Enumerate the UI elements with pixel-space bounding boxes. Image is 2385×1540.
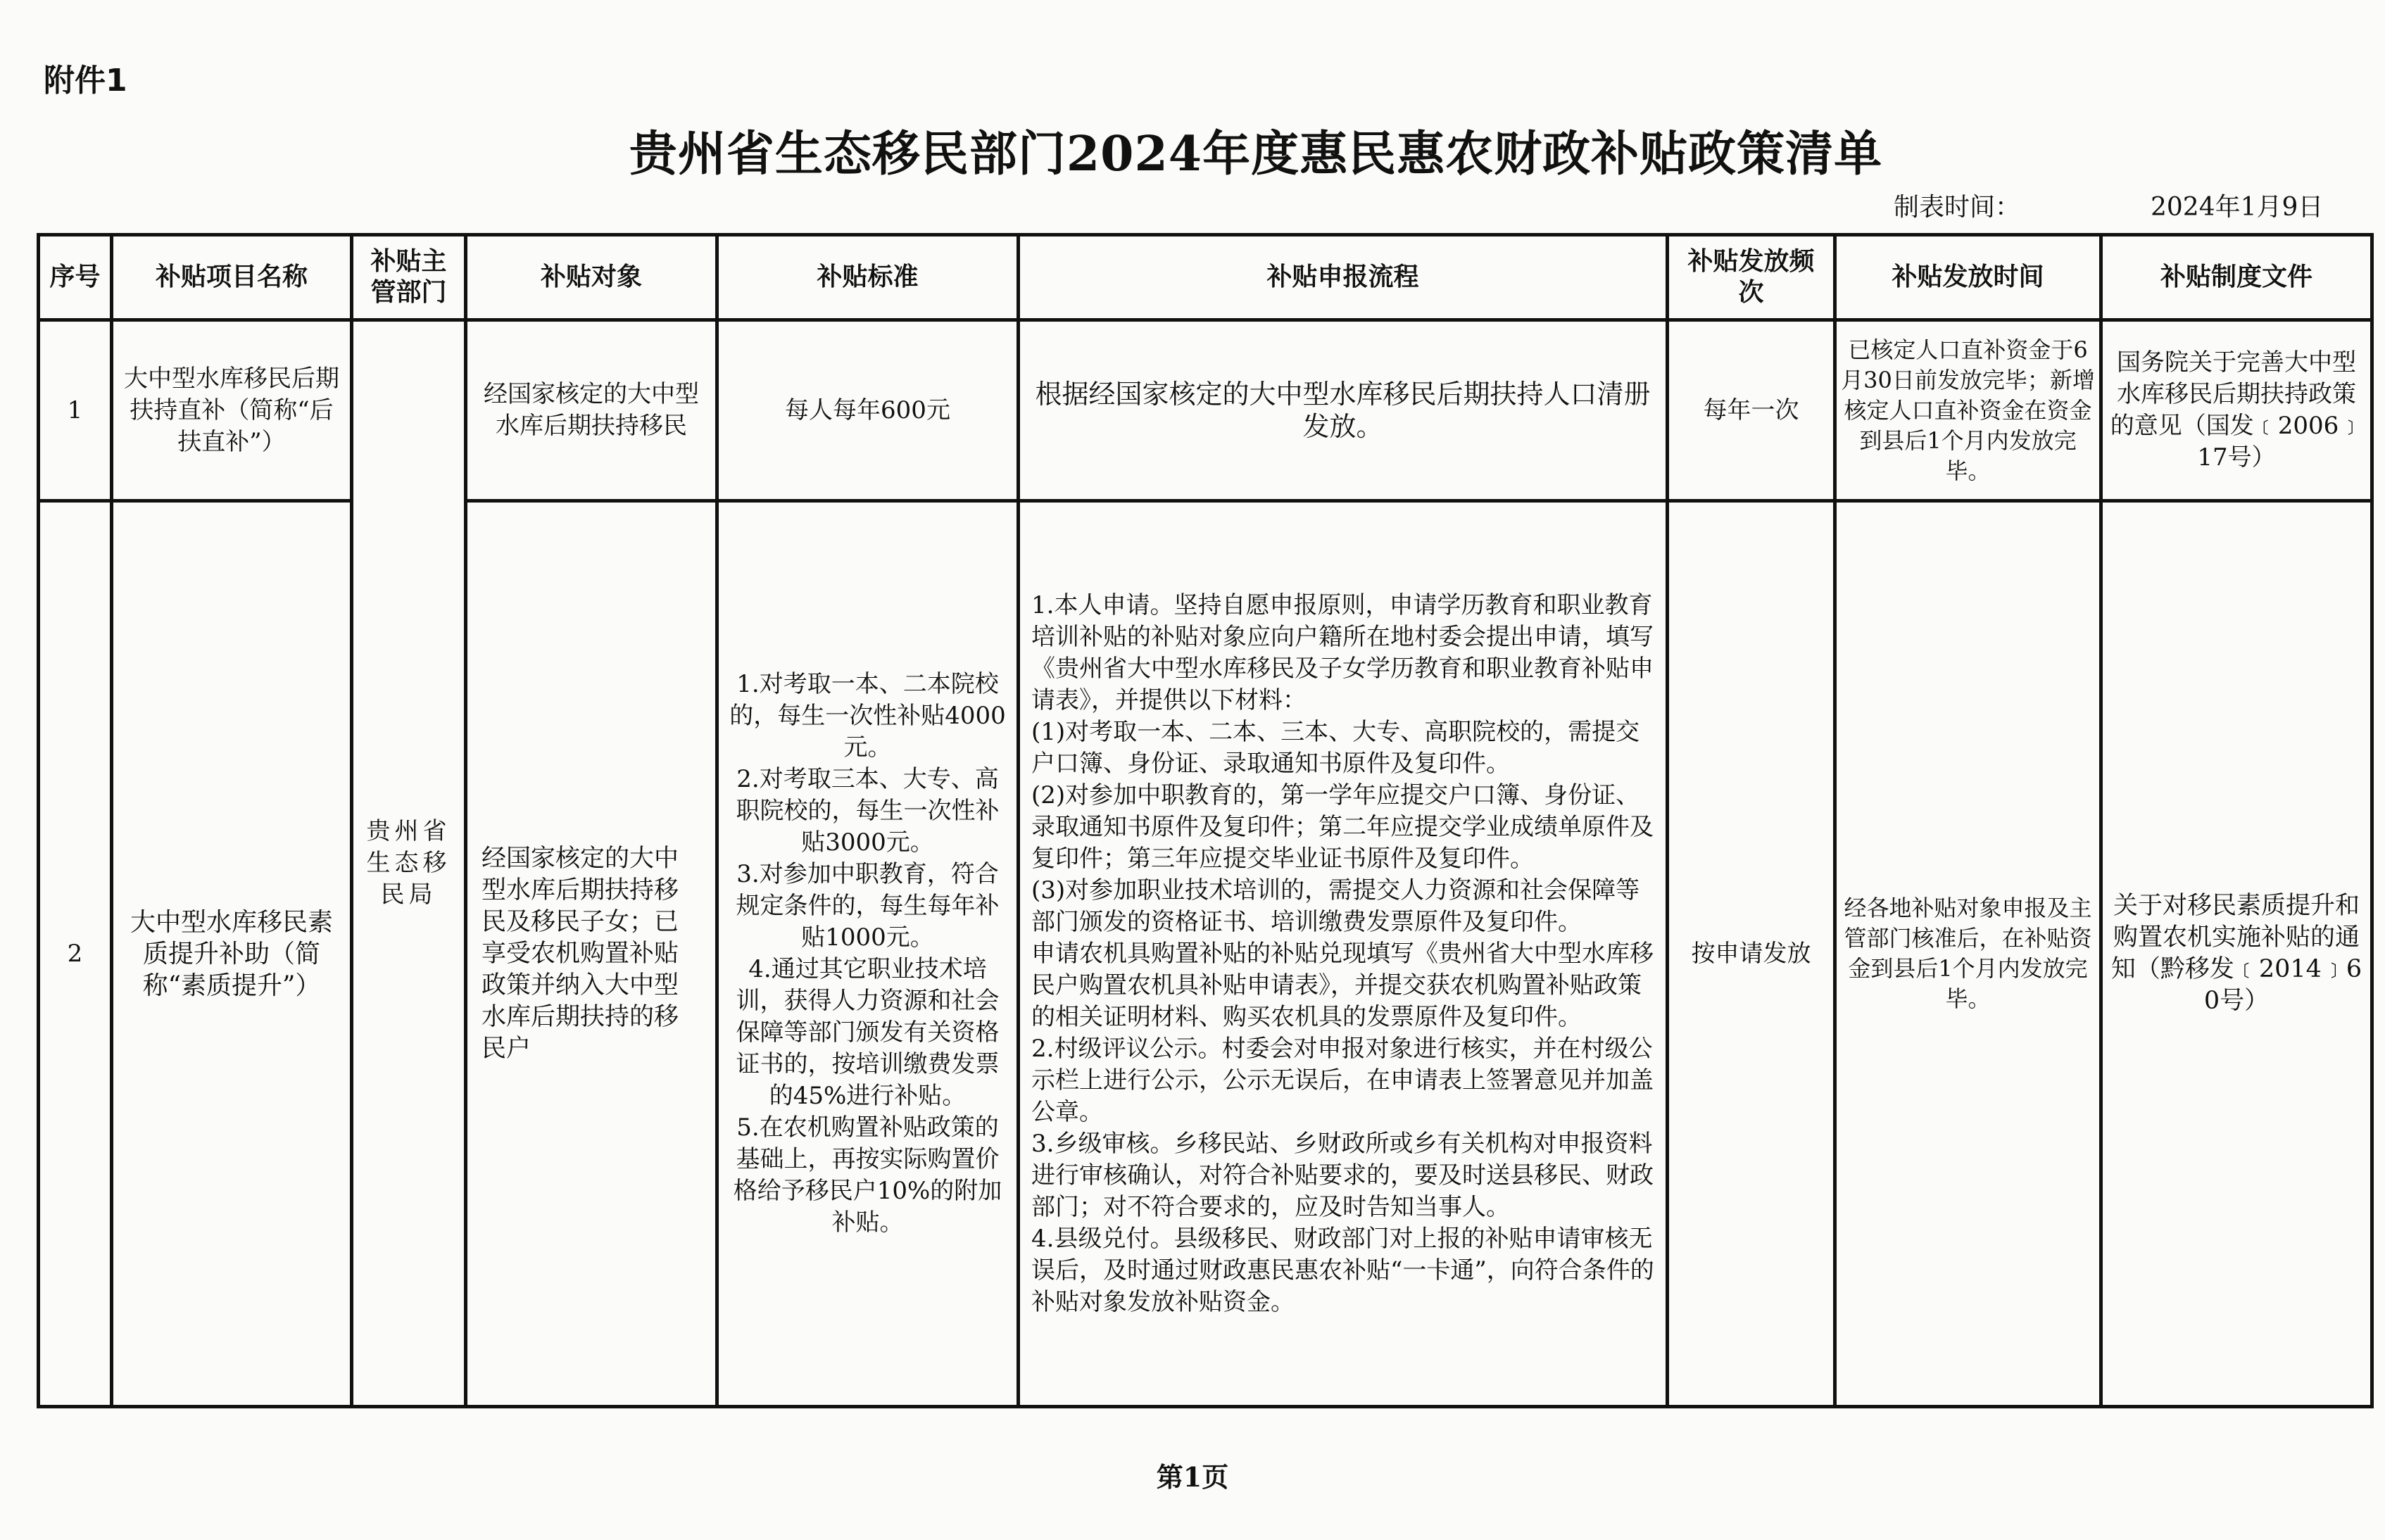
process-line: (3)对参加职业技术培训的，需提交人力资源和社会保障等部门颁发的资格证书、培训缴费发票原件及复印件。 xyxy=(1031,876,1640,936)
process-line: 2.村级评议公示。村委会对申报对象进行核实，并在村级公示栏上进行公示，公示无误后，在申请表上签署意见并加盖公章。 xyxy=(1031,1034,1654,1126)
header-department: 补贴主管部门 xyxy=(352,235,466,320)
cell-no: 2 xyxy=(39,501,112,1407)
cell-standard xyxy=(717,320,1019,501)
process-line: 根据经国家核定的大中型水库移民后期扶持人口清册发放。 xyxy=(1035,379,1651,442)
standard-line: 1.对考取一本、二本院校的，每生一次性补贴4000元。 xyxy=(729,670,1006,762)
header-document: 补贴制度文件 xyxy=(2101,235,2372,320)
made-time-label: 制表时间： xyxy=(1894,193,2021,222)
page-number: 第1页 xyxy=(1156,1461,1229,1493)
header-name: 补贴项目名称 xyxy=(112,235,352,320)
attachment-label: 附件1 xyxy=(44,63,127,99)
table-header-row xyxy=(39,235,2372,320)
process-line: (1)对考取一本、二本、三本、大专、高职院校的，需提交户口簿、身份证、录取通知书原件及复印件。 xyxy=(1031,717,1640,778)
cell-time: 经各地补贴对象申报及主管部门核准后，在补贴资金到县后1个月内发放完毕。 xyxy=(1835,501,2101,1407)
cell-time: 已核定人口直补资金于6月30日前发放完毕；新增核定人口直补资金在资金到县后1个月内发放完毕。 xyxy=(1835,320,2101,501)
subsidy-policy-table xyxy=(37,233,2374,1408)
cell-name: 大中型水库移民素质提升补助（简称“素质提升”） xyxy=(112,501,352,1407)
cell-document: 关于对移民素质提升和购置农机实施补贴的通知（黔移发﹝2014﹞60号） xyxy=(2101,501,2372,1407)
cell-process xyxy=(1019,501,1668,1407)
process-line: 1.本人申请。坚持自愿申报原则，申请学历教育和职业教育培训补贴的补贴对象应向户籍所在地村委会提出申请，填写《贵州省大中型水库移民及子女学历教育和职业教育补贴申请表》，并提供以下材料： xyxy=(1031,591,1654,714)
cell-standard xyxy=(717,501,1019,1407)
standard-line: 5.在农机购置补贴政策的基础上，再按实际购置价格给予移民户10%的附加补贴。 xyxy=(733,1113,1002,1237)
header-frequency: 补贴发放频次 xyxy=(1668,235,1835,320)
header-time: 补贴发放时间 xyxy=(1835,235,2101,320)
cell-name: 大中型水库移民后期扶持直补（简称“后扶直补”） xyxy=(112,320,352,501)
cell-department: 贵州省生态移民局 xyxy=(352,320,466,1407)
process-line: 4.县级兑付。县级移民、财政部门对上报的补贴申请审核无误后，及时通过财政惠民惠农补贴“一卡通”，向符合条件的补贴对象发放补贴资金。 xyxy=(1031,1224,1654,1316)
document-title: 贵州省生态移民部门2024年度惠民惠农财政补贴政策清单 xyxy=(629,126,1883,182)
cell-no: 1 xyxy=(39,320,112,501)
table-row xyxy=(39,320,2372,501)
header-no: 序号 xyxy=(39,235,112,320)
made-time-value: 2024年1月9日 xyxy=(2151,193,2324,222)
cell-target: 经国家核定的大中型水库后期扶持移民 xyxy=(466,320,717,501)
standard-line: 每人每年600元 xyxy=(785,396,950,424)
header-process: 补贴申报流程 xyxy=(1019,235,1668,320)
cell-process xyxy=(1019,320,1668,501)
standard-line: 4.通过其它职业技术培训，获得人力资源和社会保障等部门颁发有关资格证书的，按培训缴费发票的45%进行补贴。 xyxy=(736,955,1000,1110)
process-line: 3.乡级审核。乡移民站、乡财政所或乡有关机构对申报资料进行审核确认，对符合补贴要求的，要及时送县移民、财政部门；对不符合要求的，应及时告知当事人。 xyxy=(1031,1129,1654,1221)
header-target: 补贴对象 xyxy=(466,235,717,320)
cell-target: 经国家核定的大中型水库后期扶持移民及移民子女；已享受农机购置补贴政策并纳入大中型水库后期扶持的移民户 xyxy=(466,501,717,1407)
header-standard: 补贴标准 xyxy=(717,235,1019,320)
process-line: (2)对参加中职教育的，第一学年应提交户口簿、身份证、录取通知书原件及复印件；第二年应提交学业成绩单原件及复印件；第三年应提交毕业证书原件及复印件。 xyxy=(1031,781,1654,873)
cell-frequency: 每年一次 xyxy=(1668,320,1835,501)
process-line: 申请农机具购置补贴的补贴兑现填写《贵州省大中型水库移民户购置农机具补贴申请表》，并提交获农机购置补贴政策的相关证明材料、购买农机具的发票原件及复印件。 xyxy=(1031,939,1654,1031)
standard-line: 3.对参加中职教育，符合规定条件的，每生每年补贴1000元。 xyxy=(736,860,1000,952)
cell-document: 国务院关于完善大中型水库移民后期扶持政策的意见（国发﹝2006﹞17号） xyxy=(2101,320,2372,501)
standard-line: 2.对考取三本、大专、高职院校的，每生一次性补贴3000元。 xyxy=(736,765,1000,857)
cell-frequency: 按申请发放 xyxy=(1668,501,1835,1407)
